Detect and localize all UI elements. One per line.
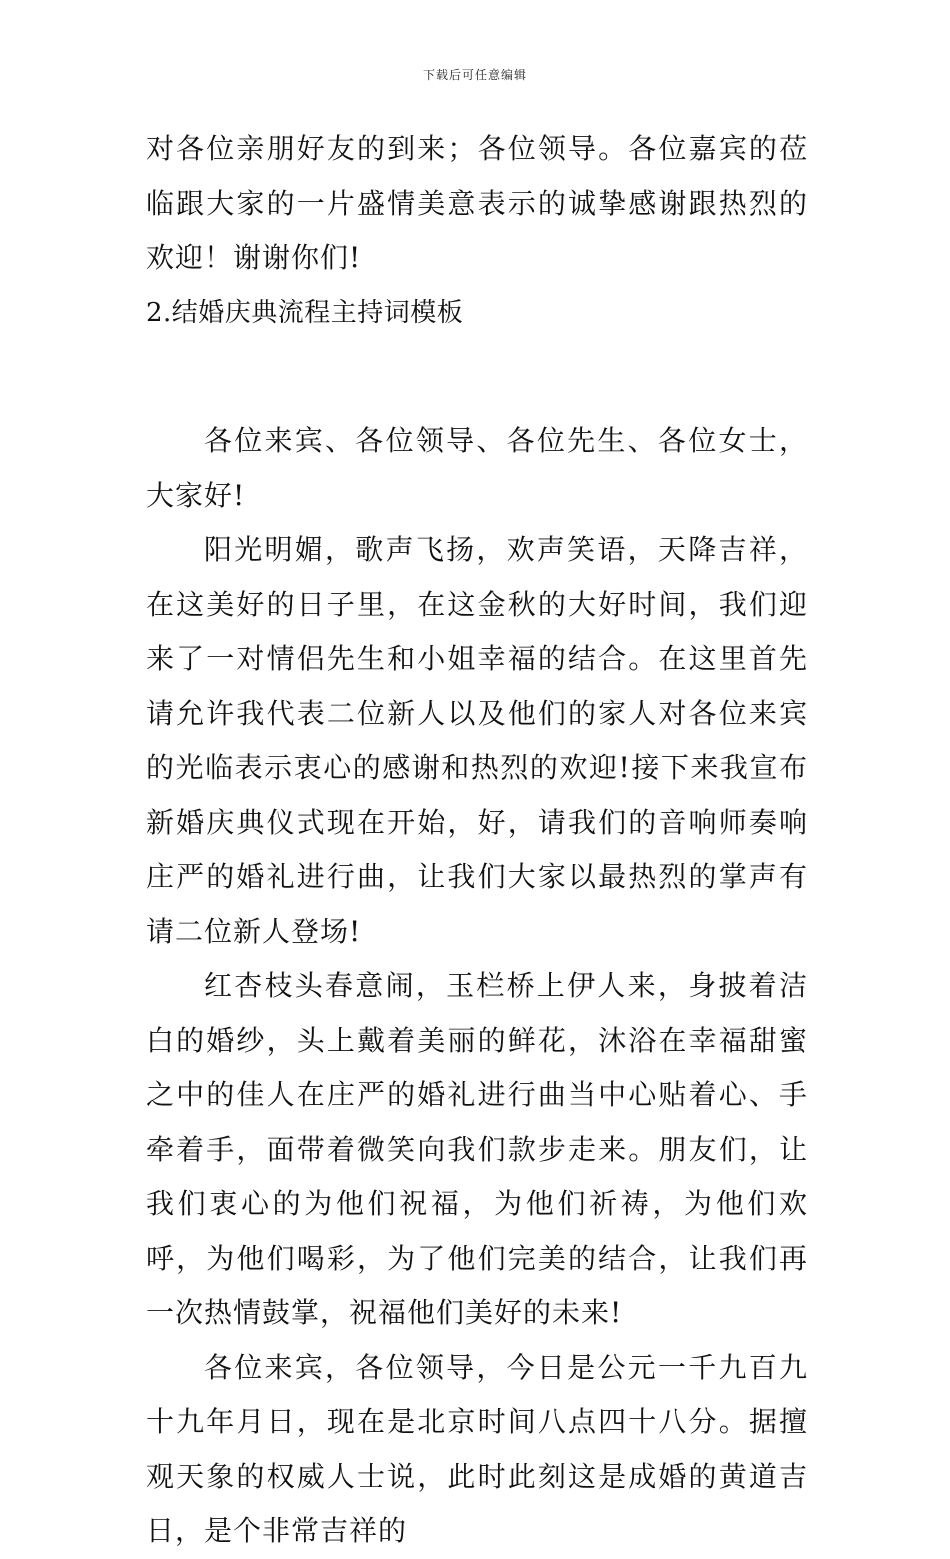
page-header-note: 下载后可任意编辑: [422, 68, 527, 82]
document-body: [146, 122, 808, 1559]
body-paragraph-announcement: 各位来宾，各位领导，今日是公元一千九百九十九年月日，现在是北京时间八点四十八分。据擅观天象的权威人士说，此时此刻这是成婚的黄道吉日，是个非常吉祥的: [146, 1350, 808, 1547]
body-paragraph-entrance: 红杏枝头春意闹，玉栏桥上伊人来，身披着洁白的婚纱，头上戴着美丽的鲜花，沐浴在幸福甜蜜之中的佳人在庄严的婚礼进行曲当中心贴着心、手牵着手，面带着微笑向我们款步走来。朋友们，让我们衷心的为他们祝福，为他们祈祷，为他们欢呼，为他们喝彩，为了他们完美的结合，让我们再一次热情鼓掌，祝福他们美好的未来!: [146, 969, 808, 1329]
section-heading: 2.结婚庆典流程主持词模板: [146, 297, 464, 328]
body-paragraph-greeting: 各位来宾、各位领导、各位先生、各位女士，大家好!: [146, 424, 808, 512]
section-spacer: [146, 340, 808, 414]
body-paragraph-opening: 阳光明媚，歌声飞扬，欢声笑语，天降吉祥，在这美好的日子里，在这金秋的大好时间，我们迎来了一对情侣先生和小姐幸福的结合。在这里首先请允许我代表二位新人以及他们的家人对各位来宾的光临表示衷心的感谢和热烈的欢迎!接下来我宣布新婚庆典仪式现在开始，好，请我们的音响师奏响庄严的婚礼进行曲，让我们大家以最热烈的掌声有请二位新人登场!: [146, 533, 808, 948]
intro-paragraph: 对各位亲朋好友的到来；各位领导。各位嘉宾的莅临跟大家的一片盛情美意表示的诚挚感谢跟热烈的欢迎！谢谢你们!: [146, 132, 808, 274]
